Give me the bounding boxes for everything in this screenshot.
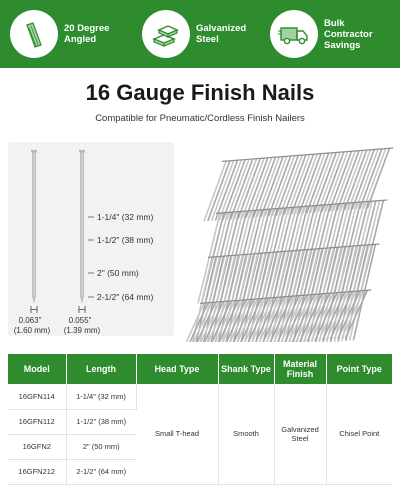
- feature-label: Bulk Contractor Savings: [324, 17, 373, 51]
- feature-label: Galvanized Steel: [196, 23, 247, 45]
- length-cell: 1-1/4" (32 mm): [66, 384, 136, 409]
- delivery-truck-icon: [270, 10, 318, 58]
- table-row: [8, 384, 392, 409]
- nail-shank: [81, 152, 84, 297]
- spec-table: [8, 354, 392, 485]
- point-type-cell: Chisel Point: [326, 384, 392, 484]
- model-cell: 16GFN212: [8, 459, 66, 484]
- feature-galvanized: [142, 8, 260, 60]
- material-finish-cell: Galvanized Steel: [274, 384, 326, 484]
- spec-table-header: [8, 354, 392, 384]
- model-cell: 16GFN2: [8, 434, 66, 459]
- length-cell: 1-1/2" (38 mm): [66, 409, 136, 434]
- head-diameter-mm: (1.60 mm): [13, 326, 51, 335]
- nail-point: [33, 297, 36, 304]
- galvanized-steel-bars-icon: [142, 10, 190, 58]
- head-width-marker: [79, 306, 85, 313]
- nail-strips-svg: [180, 142, 396, 342]
- head-width-marker: [31, 306, 37, 313]
- model-cell: 16GFN114: [8, 384, 66, 409]
- head-type-cell: Small T-head: [136, 384, 218, 484]
- length-label: 2" (50 mm): [97, 268, 139, 278]
- head-diameter-mm: (1.39 mm): [63, 326, 101, 335]
- page-subtitle: Compatible for Pneumatic/Cordless Finish Nailers: [95, 113, 305, 124]
- page-title: 16 Gauge Finish Nails: [85, 80, 315, 105]
- model-cell: 16GFN112: [8, 409, 66, 434]
- head-diameter-inches: 0.055": [68, 316, 92, 325]
- feature-label: 20 Degree Angled: [64, 23, 110, 45]
- length-label: 1-1/4" (32 mm): [97, 212, 154, 222]
- nail-dimension-diagram: [8, 142, 174, 336]
- column-header: Length: [66, 354, 136, 384]
- nail-shank: [33, 152, 36, 297]
- head-diameter-inches: 0.063": [18, 316, 42, 325]
- length-label: 2-1/2" (64 mm): [97, 292, 154, 302]
- shank-type-cell: Smooth: [218, 384, 274, 484]
- column-header: Head Type: [136, 354, 218, 384]
- column-header: Point Type: [326, 354, 392, 384]
- column-header: Shank Type: [218, 354, 274, 384]
- feature-angled: [10, 8, 128, 60]
- nail-dimension-svg: [8, 142, 174, 336]
- feature-bulk: [270, 8, 388, 60]
- feature-banner: [0, 0, 400, 68]
- length-label: 1-1/2" (38 mm): [97, 235, 154, 245]
- column-header: Material Finish: [274, 354, 326, 384]
- nail-strips-image: [180, 142, 396, 342]
- length-cell: 2" (50 mm): [66, 434, 136, 459]
- column-header: Model: [8, 354, 66, 384]
- angled-nail-strip-icon: [10, 10, 58, 58]
- length-cell: 2-1/2" (64 mm): [66, 459, 136, 484]
- nail-point: [81, 297, 84, 304]
